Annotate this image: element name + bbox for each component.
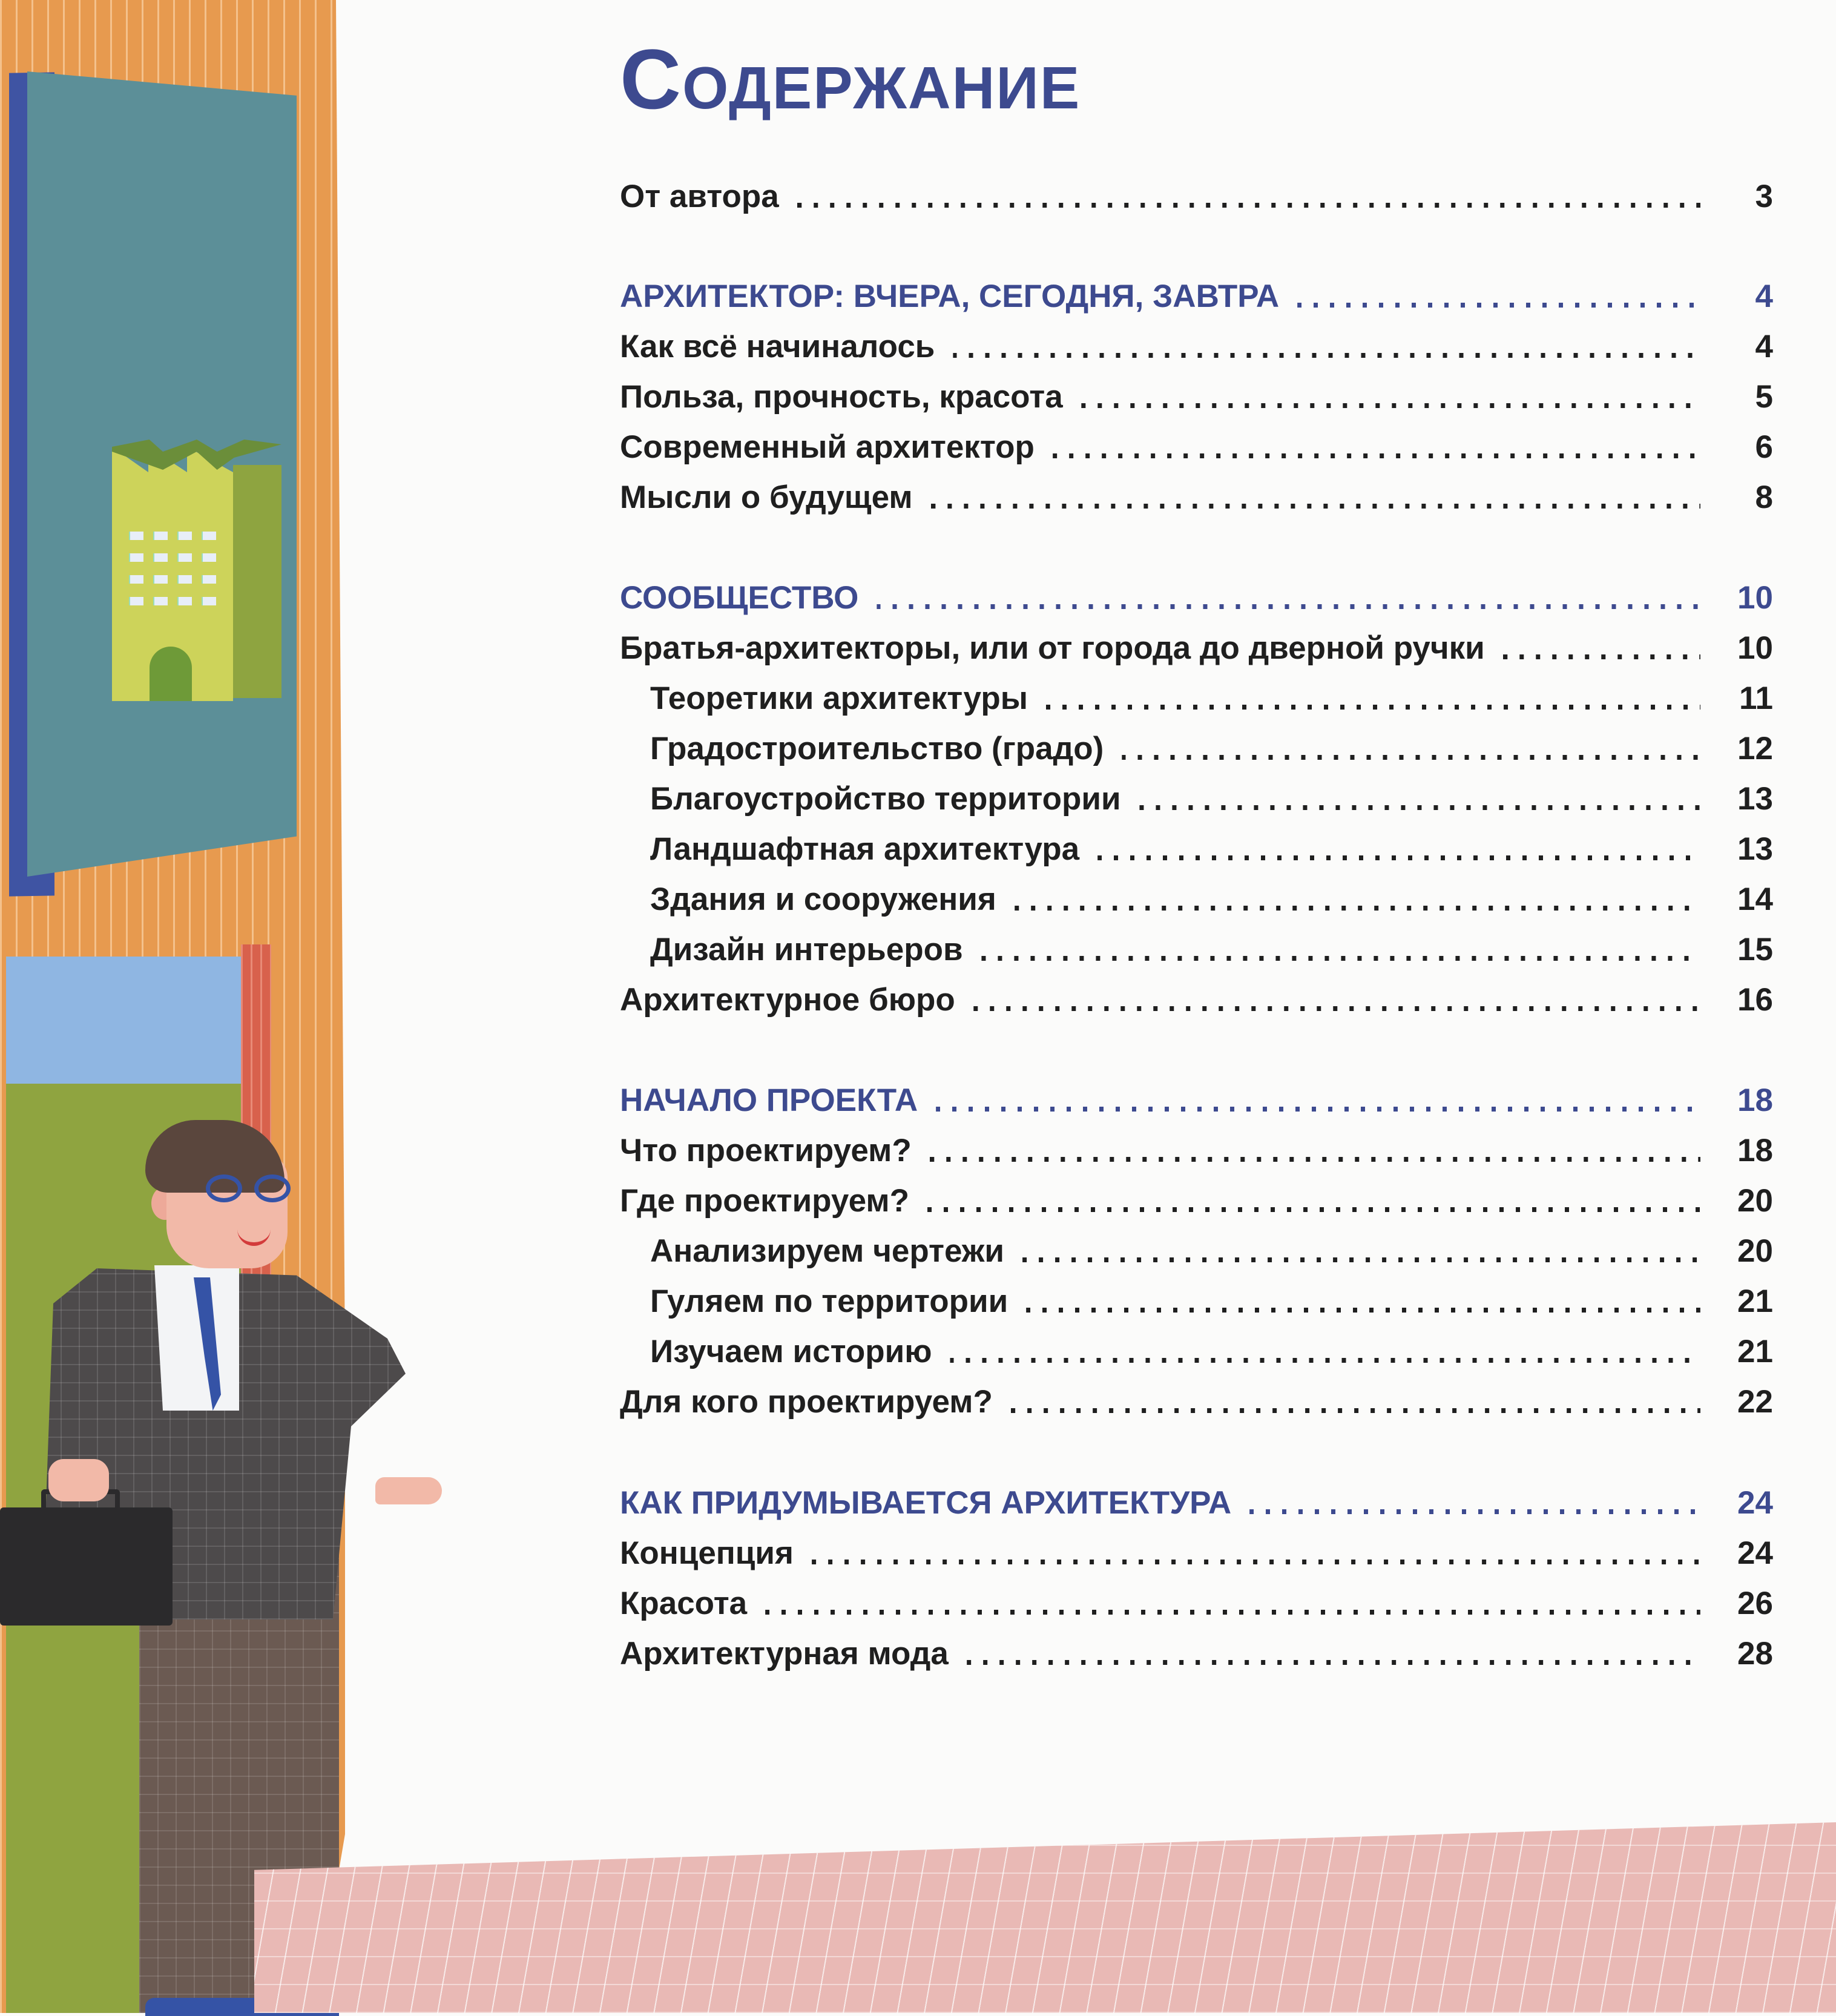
dot-leader	[1122, 753, 1700, 762]
dot-leader	[1026, 1306, 1700, 1314]
building-icon	[112, 447, 288, 701]
toc-entry-page: 26	[1737, 1586, 1773, 1621]
toc-entry[interactable]	[620, 176, 1773, 218]
toc-entry-label: КАК ПРИДУМЫВАЕТСЯ АРХИТЕКТУРА	[620, 1485, 1232, 1521]
toc-entry-label: НАЧАЛО ПРОЕКТА	[620, 1082, 918, 1118]
toc-entry-label: Как всё начиналось	[620, 329, 935, 364]
dot-leader	[981, 954, 1700, 963]
toc-section-heading[interactable]	[620, 577, 1773, 619]
toc-entry-label: Где проектируем?	[620, 1183, 909, 1219]
toc-entry-page: 10	[1737, 580, 1773, 616]
toc-entry-page: 4	[1755, 278, 1773, 314]
toc-entry-label: Теоретики архитектуры	[650, 680, 1028, 716]
toc-entry[interactable]	[620, 1633, 1773, 1675]
dot-leader	[1081, 401, 1700, 410]
dot-leader	[973, 1004, 1700, 1013]
toc-entry-page: 16	[1737, 982, 1773, 1018]
dot-leader	[931, 502, 1700, 510]
toc-entry[interactable]	[620, 1583, 1773, 1625]
toc-entry-page: 11	[1739, 680, 1773, 716]
dot-leader	[1053, 452, 1700, 460]
toc-entry-page: 21	[1737, 1283, 1773, 1319]
dot-leader	[812, 1558, 1700, 1566]
toc-entry-page: 20	[1737, 1233, 1773, 1269]
toc-entry-page: 22	[1737, 1384, 1773, 1420]
toc-entry-label: Дизайн интерьеров	[650, 932, 963, 967]
dot-leader	[1097, 854, 1700, 862]
dot-leader	[1249, 1507, 1700, 1516]
dot-leader	[950, 1356, 1700, 1365]
toc-entry-label: Градостроительство (градо)	[650, 731, 1104, 766]
toc-entry-label: Благоустройство территории	[650, 781, 1121, 817]
dot-leader	[1015, 904, 1700, 912]
dot-leader	[1011, 1406, 1700, 1415]
toc-entry-page: 13	[1737, 781, 1773, 817]
toc-entry-label: Братья-архитекторы, или от города до дверной ручки	[620, 630, 1485, 666]
briefcase-icon	[0, 1507, 173, 1626]
dot-leader	[927, 1205, 1700, 1214]
toc-entry-label: Анализируем чертежи	[650, 1233, 1004, 1269]
toc-entry[interactable]	[620, 376, 1773, 418]
toc-entry-label: Ландшафтная архитектура	[650, 831, 1080, 867]
toc-subentry[interactable]	[650, 878, 1773, 921]
toc-entry[interactable]	[620, 1180, 1773, 1222]
toc-entry-label: Здания и сооружения	[650, 881, 996, 917]
toc-subentry[interactable]	[650, 728, 1773, 770]
dot-leader	[1046, 703, 1700, 711]
toc-entry[interactable]	[620, 426, 1773, 469]
toc-entry-page: 15	[1737, 932, 1773, 967]
toc-entry-page: 14	[1737, 881, 1773, 917]
dot-leader	[967, 1658, 1700, 1667]
toc-entry-label: СООБЩЕСТВО	[620, 580, 859, 616]
toc-entry-page: 20	[1737, 1183, 1773, 1219]
toc-section-heading[interactable]	[620, 275, 1773, 318]
toc-entry-page: 10	[1737, 630, 1773, 666]
dot-leader	[1022, 1256, 1700, 1264]
toc-entry[interactable]	[620, 1381, 1773, 1423]
toc-entry[interactable]	[620, 627, 1773, 670]
dot-leader	[953, 351, 1700, 360]
dot-leader	[936, 1105, 1700, 1113]
toc-entry[interactable]	[620, 1130, 1773, 1172]
toc-entry[interactable]	[620, 326, 1773, 368]
toc-entry-label: Концепция	[620, 1535, 794, 1571]
toc-subentry[interactable]	[650, 677, 1773, 720]
toc-entry[interactable]	[620, 476, 1773, 519]
toc-entry-page: 8	[1755, 479, 1773, 515]
toc-entry-label: Архитектурная мода	[620, 1636, 949, 1672]
toc-entry-label: От автора	[620, 179, 779, 214]
toc-entry-page: 21	[1737, 1334, 1773, 1369]
dot-leader	[1297, 301, 1700, 309]
toc-entry-page: 24	[1737, 1535, 1773, 1571]
toc-entry[interactable]	[620, 1532, 1773, 1575]
dot-leader	[1503, 653, 1700, 661]
page-title: Содержание	[620, 31, 1081, 127]
toc-entry-page: 3	[1755, 179, 1773, 214]
dot-leader	[877, 602, 1700, 611]
toc-entry-page: 18	[1737, 1133, 1773, 1168]
dot-leader	[797, 201, 1700, 209]
toc-subentry[interactable]	[650, 1280, 1773, 1323]
toc-entry-label: Архитектурное бюро	[620, 982, 955, 1018]
toc-entry-label: Изучаем историю	[650, 1334, 932, 1369]
dot-leader	[1139, 803, 1700, 812]
toc-entry-label: Польза, прочность, красота	[620, 379, 1063, 415]
toc-section-heading[interactable]	[620, 1482, 1773, 1524]
toc-entry-page: 13	[1737, 831, 1773, 867]
toc-entry-label: Мысли о будущем	[620, 479, 913, 515]
toc-entry-page: 5	[1755, 379, 1773, 415]
toc-subentry[interactable]	[650, 828, 1773, 871]
toc-entry-page: 24	[1737, 1485, 1773, 1521]
toc-entry-page: 28	[1737, 1636, 1773, 1672]
toc-entry-page: 4	[1755, 329, 1773, 364]
toc-subentry[interactable]	[650, 1331, 1773, 1373]
toc-entry-page: 12	[1737, 731, 1773, 766]
toc-section-heading[interactable]	[620, 1079, 1773, 1122]
dot-leader	[930, 1155, 1700, 1164]
toc-entry-page: 18	[1737, 1082, 1773, 1118]
dot-leader	[765, 1608, 1700, 1616]
toc-entry-page: 6	[1755, 429, 1773, 465]
illustration	[0, 0, 496, 2013]
toc-subentry[interactable]	[650, 1230, 1773, 1273]
toc-entry-label: Что проектируем?	[620, 1133, 912, 1168]
toc-entry-label: АРХИТЕКТОР: ВЧЕРА, СЕГОДНЯ, ЗАВТРА	[620, 278, 1280, 314]
glasses-icon	[206, 1174, 303, 1205]
toc-entry-label: Для кого проектируем?	[620, 1384, 993, 1420]
toc-subentry[interactable]	[650, 778, 1773, 820]
toc-entry-label: Гуляем по территории	[650, 1283, 1008, 1319]
toc-entry-label: Современный архитектор	[620, 429, 1035, 465]
framed-picture	[27, 71, 297, 877]
toc-entry[interactable]	[620, 979, 1773, 1021]
toc-subentry[interactable]	[650, 929, 1773, 971]
toc-entry-label: Красота	[620, 1586, 748, 1621]
